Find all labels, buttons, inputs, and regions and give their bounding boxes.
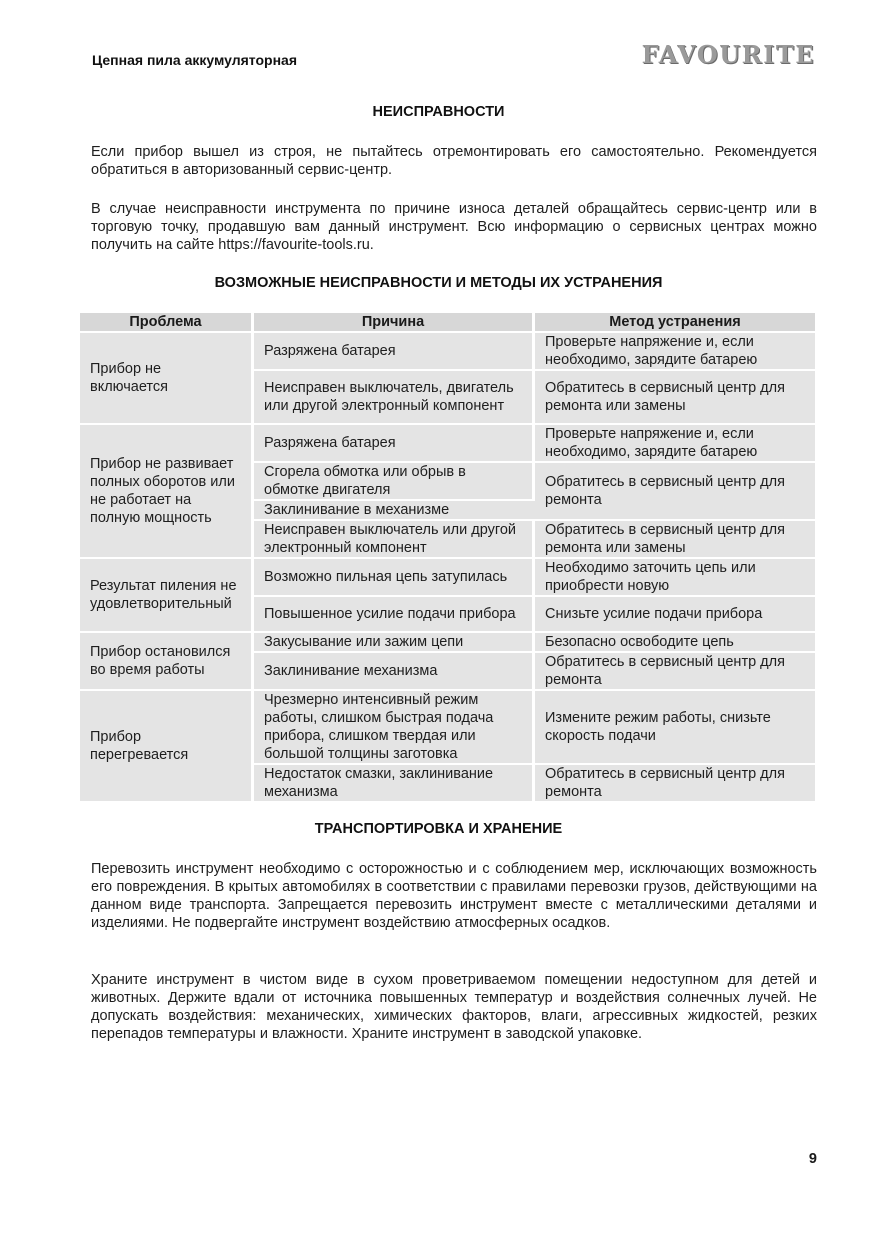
column-header-remedy: Метод устранения — [535, 313, 815, 333]
remedy-cell: Снизьте усилие подачи прибора — [535, 597, 815, 633]
problem-cell: Прибор остановился во время работы — [80, 633, 254, 691]
page-number: 9 — [808, 1151, 817, 1167]
table-header-row — [80, 313, 815, 333]
faults-heading: НЕИСПРАВНОСТИ — [372, 104, 505, 120]
remedy-cell: Обратитесь в сервисный центр для ремонта — [535, 653, 815, 691]
table-row — [80, 691, 815, 765]
cause-cell: Закусывание или зажим цепи — [254, 633, 535, 653]
table-row — [80, 425, 815, 463]
cause-cell: Чрезмерно интенсивный режим работы, слишком быстрая подача прибора, слишком твердая или большой толщины заготовка — [254, 691, 535, 765]
cause-cell: Повышенное усилие подачи прибора — [254, 597, 535, 633]
cause-cell: Заклинивание в механизме — [254, 501, 535, 521]
storage-paragraph: Храните инструмент в чистом виде в сухом проветриваемом помещении недоступном для детей и животных. Держите вдали от источника повышенных температур и воздействия солнечных лучей. Не допускать воздействия: механических, химических факторов, влаги, агрессивных жидкостей, резких перепадов температуры и влажности. Храните инструмент в заводской упаковке. — [91, 972, 817, 1042]
table-row — [80, 333, 815, 371]
cause-cell: Заклинивание механизма — [254, 653, 535, 691]
remedy-cell: Обратитесь в сервисный центр для ремонта — [535, 765, 815, 803]
remedy-cell: Безопасно освободите цепь — [535, 633, 815, 653]
remedy-cell: Измените режим работы, снизьте скорость подачи — [535, 691, 815, 765]
cause-cell: Разряжена батарея — [254, 425, 535, 463]
remedy-cell: Обратитесь в сервисный центр для ремонта — [535, 463, 815, 521]
remedy-cell: Проверьте напряжение и, если необходимо, зарядите батарею — [535, 333, 815, 371]
cause-cell: Разряжена батарея — [254, 333, 535, 371]
cause-cell: Возможно пильная цепь затупилась — [254, 559, 535, 597]
remedy-cell: Обратитесь в сервисный центр для ремонта или замены — [535, 371, 815, 425]
document-title: Цепная пила аккумуляторная — [92, 52, 297, 68]
troubleshooting-table — [80, 313, 815, 803]
remedy-cell: Проверьте напряжение и, если необходимо, зарядите батарею — [535, 425, 815, 463]
transport-paragraph-1: Перевозить инструмент необходимо с осторожностью и с соблюдением мер, исключающих возможность его повреждения. В крытых автомобилях в соответствии с правилами перевозки грузов, действующими на данном виде транспорта. Запрещается перевозить инструмент вместе с металлическими деталями и изделиями. Не подвергайте инструмент воздействию атмосферных осадков. — [91, 861, 817, 931]
cause-cell: Сгорела обмотка или обрыв в обмотке двигателя — [254, 463, 535, 501]
cause-cell: Недостаток смазки, заклинивание механизма — [254, 765, 535, 803]
troubleshooting-heading: ВОЗМОЖНЫЕ НЕИСПРАВНОСТИ И МЕТОДЫ ИХ УСТРАНЕНИЯ — [214, 275, 663, 291]
problem-cell: Прибор не развивает полных оборотов или не работает на полную мощность — [80, 425, 254, 559]
faults-paragraph-2: В случае неисправности инструмента по причине износа деталей обращайтесь сервис-центр или в торговую точку, продавшую вам данный инструмент. Всю информацию о сервисных центрах можно получить на сайте https://favourite-tools.ru. — [91, 201, 817, 253]
column-header-problem: Проблема — [80, 313, 254, 333]
remedy-cell: Обратитесь в сервисный центр для ремонта или замены — [535, 521, 815, 559]
problem-cell: Результат пиления неудовлетворительный — [80, 559, 254, 633]
faults-paragraph-1: Если прибор вышел из строя, не пытайтесь отремонтировать его самостоятельно. Рекомендуется обратиться в авторизованный сервис-центр. — [91, 144, 817, 178]
problem-cell: Прибор перегревается — [80, 691, 254, 803]
transport-heading: ТРАНСПОРТИРОВКА И ХРАНЕНИЕ — [314, 821, 563, 837]
cause-cell: Неисправен выключатель или другой электронный компонент — [254, 521, 535, 559]
table-row — [80, 559, 815, 597]
brand-logo: FAVOURITE — [641, 40, 815, 69]
table-row — [80, 633, 815, 653]
problem-cell: Прибор не включается — [80, 333, 254, 425]
cause-cell: Неисправен выключатель, двигатель или другой электронный компонент — [254, 371, 535, 425]
column-header-cause: Причина — [254, 313, 535, 333]
remedy-cell: Необходимо заточить цепь или приобрести новую — [535, 559, 815, 597]
